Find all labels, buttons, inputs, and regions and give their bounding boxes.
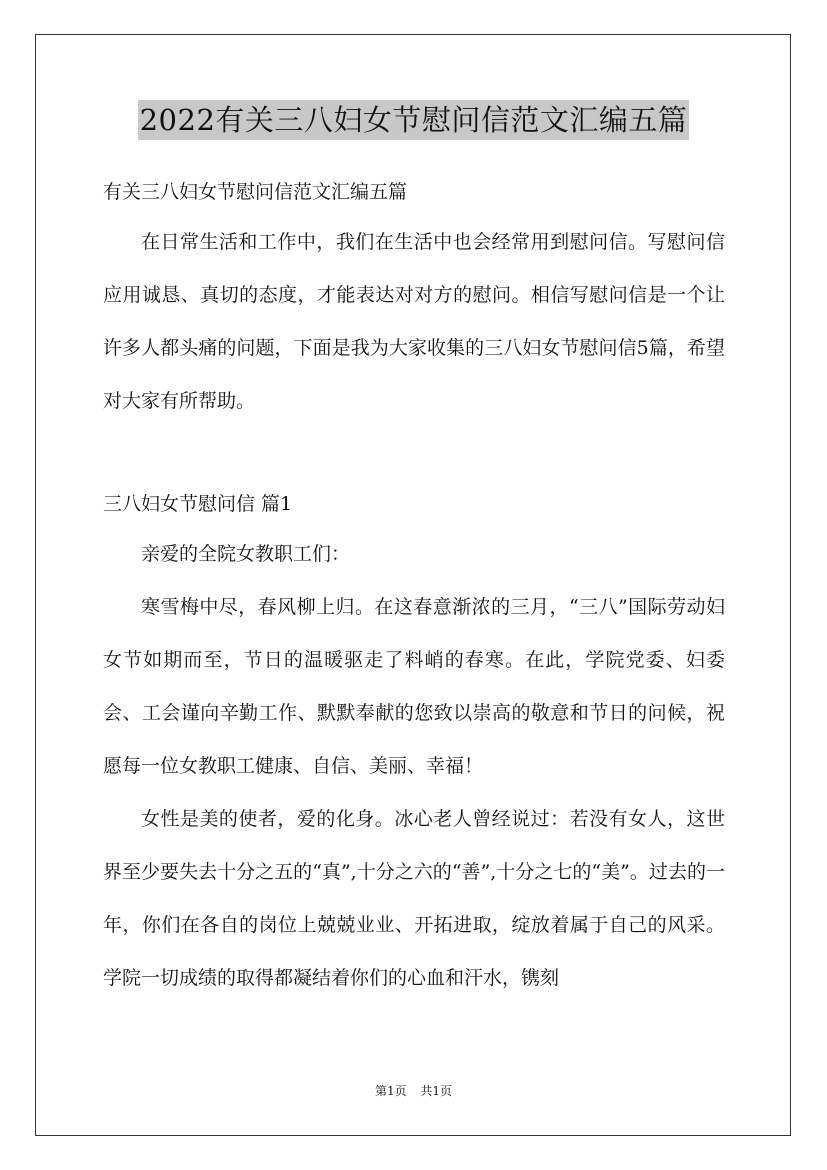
section-heading: 三八妇女节慰问信 篇1: [103, 493, 293, 515]
document-subtitle: 有关三八妇女节慰问信范文汇编五篇: [103, 181, 408, 203]
letter-greeting: 亲爱的全院女教职工们：: [141, 543, 351, 565]
title-container: [0, 100, 827, 140]
intro-paragraph: 在日常生活和工作中，我们在生活中也会经常用到慰问信。写慰问信应用诚恳、真切的态度，才能表达对对方的慰问。相信写慰问信是一个让许多人都头痛的问题，下面是我为大家收集的三八妇女节慰问信5篇，希望对大家有所帮助。: [103, 231, 725, 412]
page-footer: [0, 1083, 827, 1099]
document-title: 2022有关三八妇女节慰问信范文汇编五篇: [138, 100, 690, 140]
body-paragraph-2: 女性是美的使者，爱的化身。冰心老人曾经说过：若没有女人，这世界至少要失去十分之五的“真”,十分之六的“善”,十分之七的“美”。过去的一年，你们在各自的岗位上兢兢业业、开拓进取，绽放着属于自己的风采。学院一切成绩的取得都凝结着你们的心血和汗水，镌刻: [103, 808, 725, 989]
document-body: [103, 173, 725, 1005]
body-paragraph-1: 寒雪梅中尽，春风柳上归。在这春意渐浓的三月，“三八”国际劳动妇女节如期而至，节日的温暖驱走了料峭的春寒。在此，学院党委、妇委会、工会谨向辛勤工作、默默奉献的您致以崇高的敬意和节日的问候，祝愿每一位女教职工健康、自信、美丽、幸福！: [103, 596, 725, 777]
page-number-total: 共1页: [420, 1084, 453, 1098]
page-number-current: 第1页: [374, 1084, 407, 1098]
